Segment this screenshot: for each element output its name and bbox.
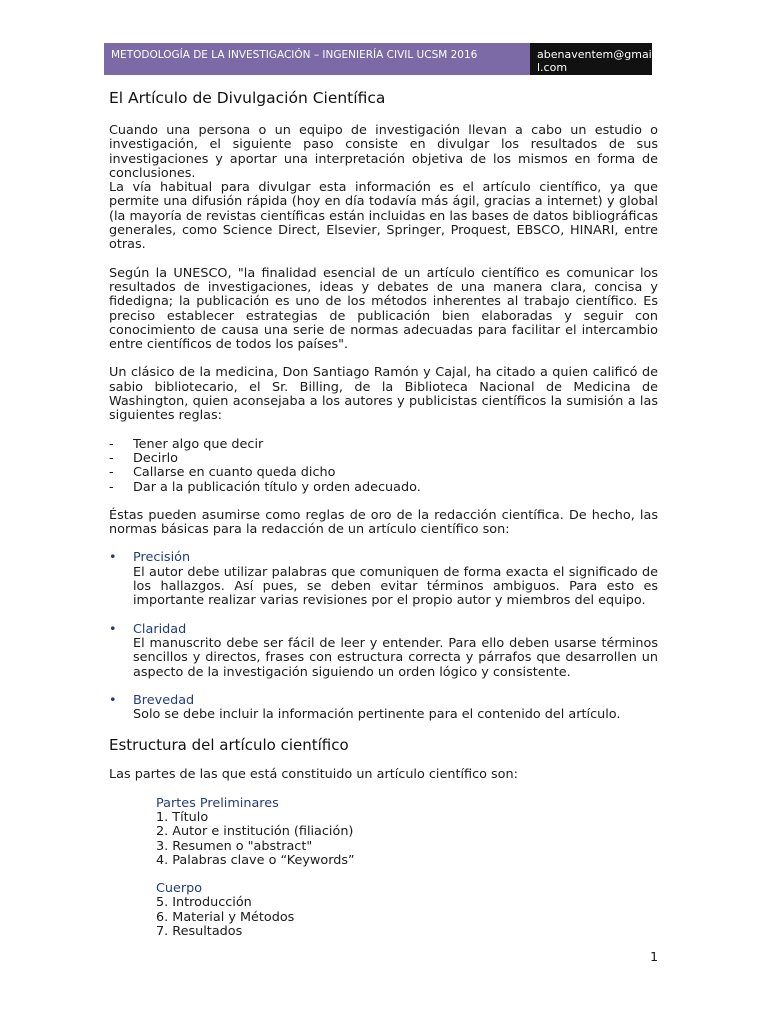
list-item: - Tener algo que decir	[109, 438, 658, 452]
norm-title: Claridad	[133, 621, 187, 637]
norm-brevedad	[109, 694, 658, 723]
list-item: - Dar a la publicación título y orden adecuado.	[109, 481, 658, 495]
list-item: 4. Palabras clave o “Keywords”	[156, 852, 355, 868]
norm-text: El manuscrito debe ser fácil de leer y entender. Para ello deben usarse términos sencillos y directos, frases con estructura correcta y párrafos que desarrollen un aspecto de la investigación siguiendo un orden lógico y consistente.	[133, 635, 658, 680]
list-item: 3. Resumen o "abstract"	[156, 838, 313, 854]
norm-title: Brevedad	[133, 692, 195, 708]
group-title: Cuerpo	[156, 881, 203, 897]
norm-text: Solo se debe incluir la información pertinente para el contenido del artículo.	[133, 707, 621, 723]
structure-group-cuerpo	[109, 882, 658, 939]
norm-title: Precisión	[133, 550, 191, 566]
paragraph-ramon-y-cajal: Un clásico de la medicina, Don Santiago Ramón y Cajal, ha citado a quien calificó de sabio bibliotecario, el Sr. Billing, de la Biblioteca Nacional de Medicina de Washington, quien aconsejaba a los autores y publicistas científicos la sumisión a las siguientes reglas:	[109, 365, 658, 424]
norm-claridad	[109, 623, 658, 680]
list-item: 5. Introducción	[156, 895, 252, 911]
structure-group-preliminares	[109, 797, 658, 868]
document-title: El Artículo de Divulgación Científica	[109, 89, 386, 107]
bullet-icon: •	[109, 692, 117, 708]
paragraph-via-habitual: La vía habitual para divulgar esta información es el artículo científico, ya que permite una difusión rápida (hoy en día todavía más ágil, gracias a internet) y global (la mayoría de revistas científicas están incluidas en las bases de datos bibliográficas generales, como Science Direct, Elsevier, Springer, Proquest, EBSCO, HINARI, entre otras.	[109, 180, 658, 253]
list-item: 6. Material y Métodos	[156, 909, 295, 925]
norm-text: El autor debe utilizar palabras que comuniquen de forma exacta el significado de los hallazgos. Así pues, se deben evitar términos ambiguos. Para esto es importante realizar varias revisiones por el propio autor y miembros del equipo.	[133, 564, 658, 609]
bullet-icon: •	[109, 550, 117, 566]
paragraph-intro: Cuando una persona o un equipo de investigación llevan a cabo un estudio o investigación, el siguiente paso consiste en divulgar los resultados de sus investigaciones y aportar una interpretación objetiva de los mismos en forma de conclusiones.	[109, 123, 658, 181]
list-item: - Callarse en cuanto queda dicho	[109, 466, 658, 480]
bullet-icon: •	[109, 621, 117, 637]
rules-list	[109, 438, 658, 495]
norm-precision	[109, 551, 658, 608]
header-email: abenaventem@gmail.com	[530, 43, 652, 75]
page-header	[104, 43, 652, 75]
paragraph-partes: Las partes de las que está constituido un artículo científico son:	[109, 767, 518, 783]
document-body	[109, 88, 658, 939]
page-number: 1	[650, 950, 659, 965]
list-item: 1. Título	[156, 809, 209, 825]
header-course-title: METODOLOGÍA DE LA INVESTIGACIÓN – INGENIERÍA CIVIL UCSM 2016	[104, 43, 530, 75]
list-item: - Decirlo	[109, 452, 658, 466]
list-item: 2. Autor e institución (filiación)	[156, 824, 354, 840]
section-title-estructura: Estructura del artículo científico	[109, 736, 349, 755]
paragraph-reglas-de-oro: Éstas pueden asumirse como reglas de oro de la redacción científica. De hecho, las normas básicas para la redacción de un artículo científico son:	[109, 507, 658, 538]
group-title: Partes Preliminares	[156, 795, 279, 811]
list-item: 7. Resultados	[156, 924, 243, 940]
paragraph-unesco: Según la UNESCO, "la finalidad esencial de un artículo científico es comunicar los resultados de investigaciones, ideas y debates de una manera clara, concisa y fidedigna; la publicación es uno de los métodos inherentes al trabajo científico. Es preciso establecer estrategias de publicación bien elaboradas y seguir con conocimiento de causa una serie de normas adecuadas para facilitar el intercambio entre científicos de todos los países".	[109, 265, 658, 353]
